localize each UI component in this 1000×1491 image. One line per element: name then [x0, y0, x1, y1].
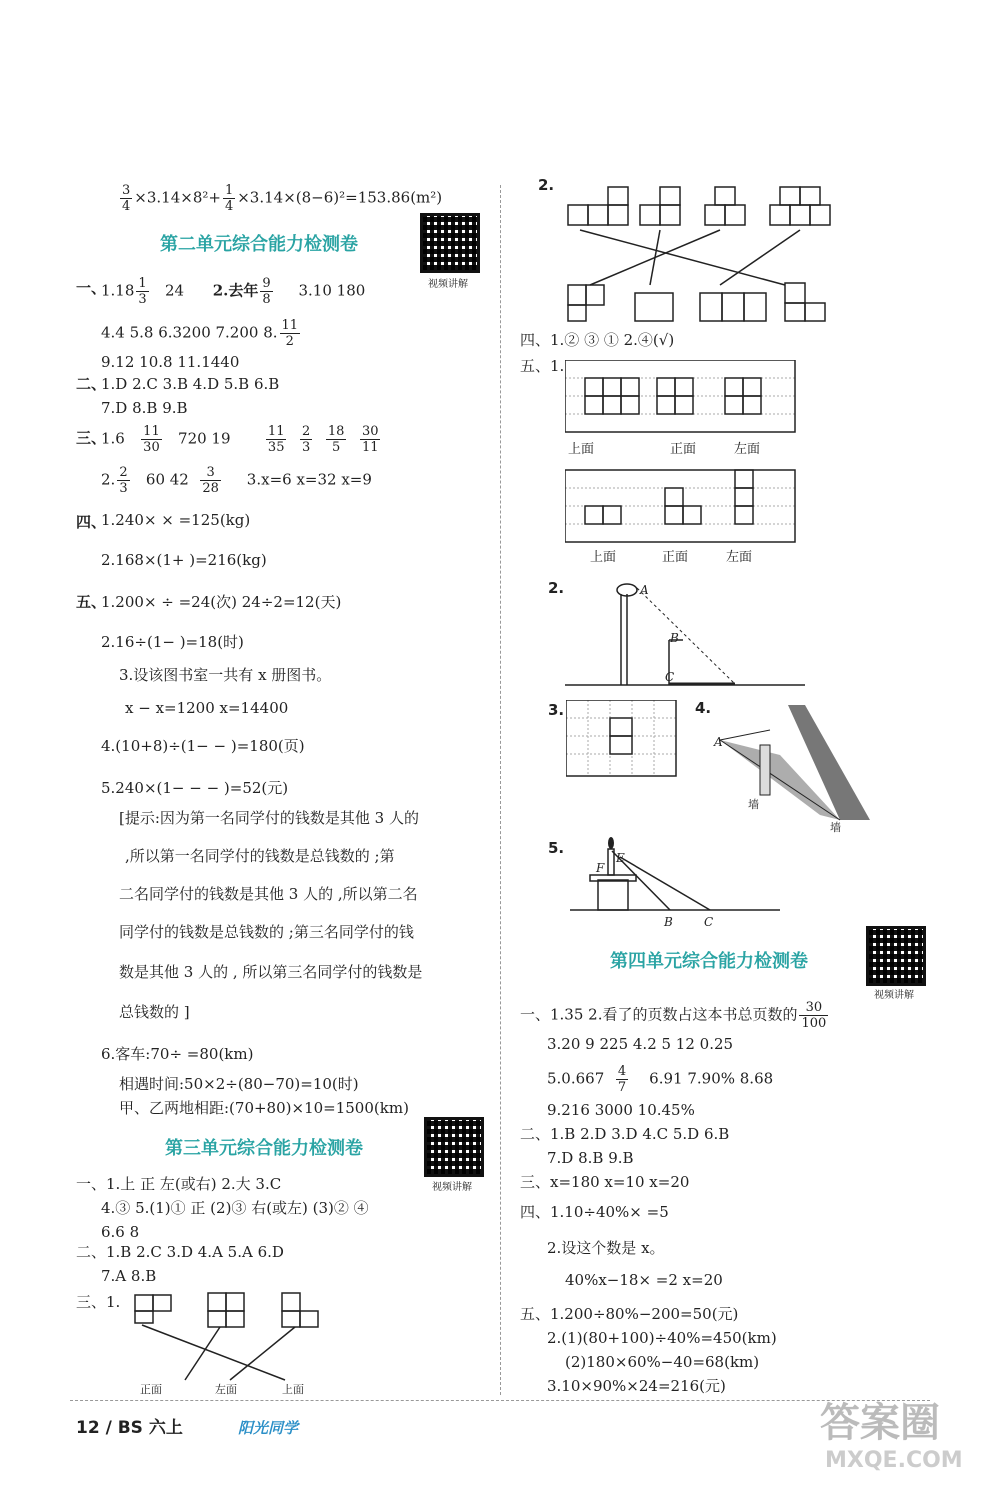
u3-row6: 三、1. [76, 1293, 121, 1311]
u4-row10: 40%x−18× =2 x=20 [565, 1271, 723, 1289]
r-q2-label: 2. [538, 176, 555, 194]
hint-line3: 二名同学付的钱数是其他 3 人的 ,所以第二名 [119, 885, 418, 903]
grid1-label-front: 正面 [670, 442, 697, 457]
hint-line2: ,所以第一名同学付的钱数是总钱数的 ;第 [125, 847, 395, 865]
u4-row14: 3.10×90%×24=216(元) [547, 1377, 726, 1395]
unit3-qr-code[interactable] [424, 1117, 484, 1177]
u4-row8: 四、1.10÷40%× =5 [520, 1203, 669, 1221]
u3-view-top: 上面 [282, 1383, 304, 1396]
u2-s6-row1: 6.客车:70÷ =80(km) [101, 1045, 254, 1063]
u3-row2: 4.③ 5.(1)① 正 (2)③ 右(或左) (3)② ④ [101, 1199, 369, 1217]
candle-label-b: B [664, 915, 673, 929]
grid1-label-left: 左面 [734, 442, 761, 457]
u4-row13: (2)180×60%−40=68(km) [565, 1353, 760, 1371]
u2-s4-label: 四、 [76, 513, 107, 531]
u4-row1: 一、1.35 2.看了的页数占这本书总页数的 $\frac{30}{100}$ [520, 1000, 827, 1031]
u2-s6-row2: 相遇时间:50×2÷(80−70)=10(时) [119, 1075, 359, 1093]
u4-row6: 7.D 8.B 9.B [547, 1149, 634, 1167]
u2-s4-row1: 1.240× × =125(kg) [101, 511, 251, 529]
u4-row9: 2.设这个数是 x。 [547, 1239, 665, 1257]
u3-row3: 6.6 8 [101, 1223, 140, 1241]
u4-row5: 二、1.B 2.D 3.D 4.C 5.D 6.B [520, 1125, 730, 1143]
u2-s5-label: 五、 [76, 593, 107, 611]
u2-s3-label: 三、 [76, 429, 107, 447]
candle-label-c: C [704, 915, 714, 929]
u2-s3-row2: 2. $\frac{2}{3}$ 60 42 $\frac{3}{28}$ 3.x=6 x=32 x=9 [101, 465, 372, 496]
wall-label-1: 墙 [748, 798, 759, 811]
u2-s5-row1: 1.200× ÷ =24(次) 24÷2=12(天) [101, 593, 342, 611]
u3-row4: 二、1.B 2.C 3.D 4.A 5.A 6.D [76, 1243, 284, 1261]
u4-row2: 3.20 9 225 4.2 5 12 0.25 [547, 1035, 734, 1053]
wall-label-a: A [714, 735, 723, 749]
u2-s1-row2: 4.4 5.8 6.3200 7.200 8. $\frac{11}{2}$ [101, 318, 299, 349]
lamp-label-c: C [665, 670, 675, 684]
u2-s5-row4: 4.(10+8)÷(1− − )=180(页) [101, 737, 305, 755]
candle-label-e: E [616, 851, 625, 865]
r-s4: 四、1.② ③ ① 2.④(√) [520, 331, 675, 349]
candle-label-f: F [596, 861, 605, 875]
u2-s6-row3: 甲、乙两地相距:(70+80)×10=1500(km) [119, 1099, 409, 1117]
view-grids-figure [565, 360, 800, 560]
unit2-title: 第二单元综合能力检测卷 [160, 234, 358, 255]
r-q5-label: 5. [548, 839, 565, 857]
lamp-label-b: B [670, 631, 679, 645]
u2-s2-row1: 1.D 2.C 3.B 4.D 5.B 6.B [101, 375, 280, 393]
grid2-label-top: 上面 [590, 550, 617, 565]
lamp-label-a: A [640, 583, 649, 597]
unit4-title: 第四单元综合能力检测卷 [610, 951, 808, 972]
watermark-logo: 答案圈 [820, 1400, 940, 1446]
footer-divider [70, 1400, 930, 1401]
u2-s5-row5: 5.240×(1− − − )=52(元) [101, 779, 289, 797]
grid2-label-front: 正面 [662, 550, 689, 565]
u2-s3-row1: 1.6 $\frac{11}{30}$ 720 19 $\frac{11}{35}$ $\frac{2}{3}$ $\frac{18}{5}$ $\frac{30}{11}$ [101, 424, 379, 455]
u3-row1: 一、1.上 正 左(或右) 2.大 3.C [76, 1175, 282, 1193]
u2-s4-row2: 2.168×(1+ )=216(kg) [101, 551, 267, 569]
lamp-shadow-figure [565, 580, 805, 690]
page-number: 12 / BS 六上 [76, 1418, 183, 1438]
grid2-label-left: 左面 [726, 550, 753, 565]
top-formula: $\frac{3}{4}$ ×3.14×8²+ $\frac{1}{4}$ ×3.14×(8−6)²=153.86(m²) [122, 183, 443, 214]
unit3-title: 第三单元综合能力检测卷 [165, 1138, 363, 1159]
u2-s1-row1: 1.18 $\frac{1}{3}$ 24 2.去年 $\frac{9}{8}$ 3.10 180 [101, 276, 366, 307]
u2-s5-row3b: x − x=1200 x=14400 [125, 699, 289, 717]
unit2-qr-label: 视频讲解 [428, 279, 468, 290]
hint-line1: [提示:因为第一名同学付的钱数是其他 3 人的 [119, 809, 419, 827]
u3-row5: 7.A 8.B [101, 1267, 157, 1285]
u3-view-left: 左面 [215, 1383, 237, 1396]
u2-s2-label: 二、 [76, 375, 107, 393]
r-q4-label: 4. [695, 699, 712, 717]
u3-view-front: 正面 [140, 1383, 162, 1396]
wall-label-2: 墙 [830, 821, 841, 834]
unit4-qr-label: 视频讲解 [874, 990, 914, 1001]
u2-s5-row2: 2.16÷(1− )=18(时) [101, 633, 244, 651]
r-q3-label: 3. [548, 701, 565, 719]
q3-grid-figure [566, 700, 678, 778]
u4-row7: 三、x=180 x=10 x=20 [520, 1173, 690, 1191]
hint-line4: 同学付的钱数是总钱数的 ;第三名同学付的钱 [119, 923, 414, 941]
u4-row4: 9.216 3000 10.45% [547, 1101, 695, 1119]
u4-row12: 2.(1)(80+100)÷40%=450(km) [547, 1329, 777, 1347]
r-q2b-label: 2. [548, 579, 565, 597]
u4-row3: 5.0.667 $\frac{4}{7}$ 6.91 7.90% 8.68 [547, 1064, 774, 1095]
cube-matching-figure [560, 175, 840, 325]
brand-name: 阳光同学 [238, 1419, 299, 1437]
unit2-qr-code[interactable] [420, 213, 480, 273]
column-divider [500, 185, 501, 1395]
unit4-qr-code[interactable] [866, 926, 926, 986]
hint-line6: 总钱数的 ] [119, 1003, 190, 1021]
u2-s1-row3: 9.12 10.8 11.1440 [101, 353, 240, 371]
u2-s1-label: 一、 [76, 279, 107, 297]
wall-shadow-figure [710, 700, 870, 830]
grid1-label-top: 上面 [568, 442, 595, 457]
hint-line5: 数是其他 3 人的 , 所以第三名同学付的钱数是 [119, 963, 423, 981]
watermark-site: MXQE.COM [825, 1448, 963, 1473]
u2-s2-row2: 7.D 8.B 9.B [101, 399, 188, 417]
u2-s5-row3: 3.设该图书室一共有 x 册图书。 [119, 666, 332, 684]
unit3-qr-label: 视频讲解 [432, 1182, 472, 1193]
r-s5-label: 五、1. [520, 357, 565, 375]
u4-row11: 五、1.200÷80%−200=50(元) [520, 1305, 739, 1323]
